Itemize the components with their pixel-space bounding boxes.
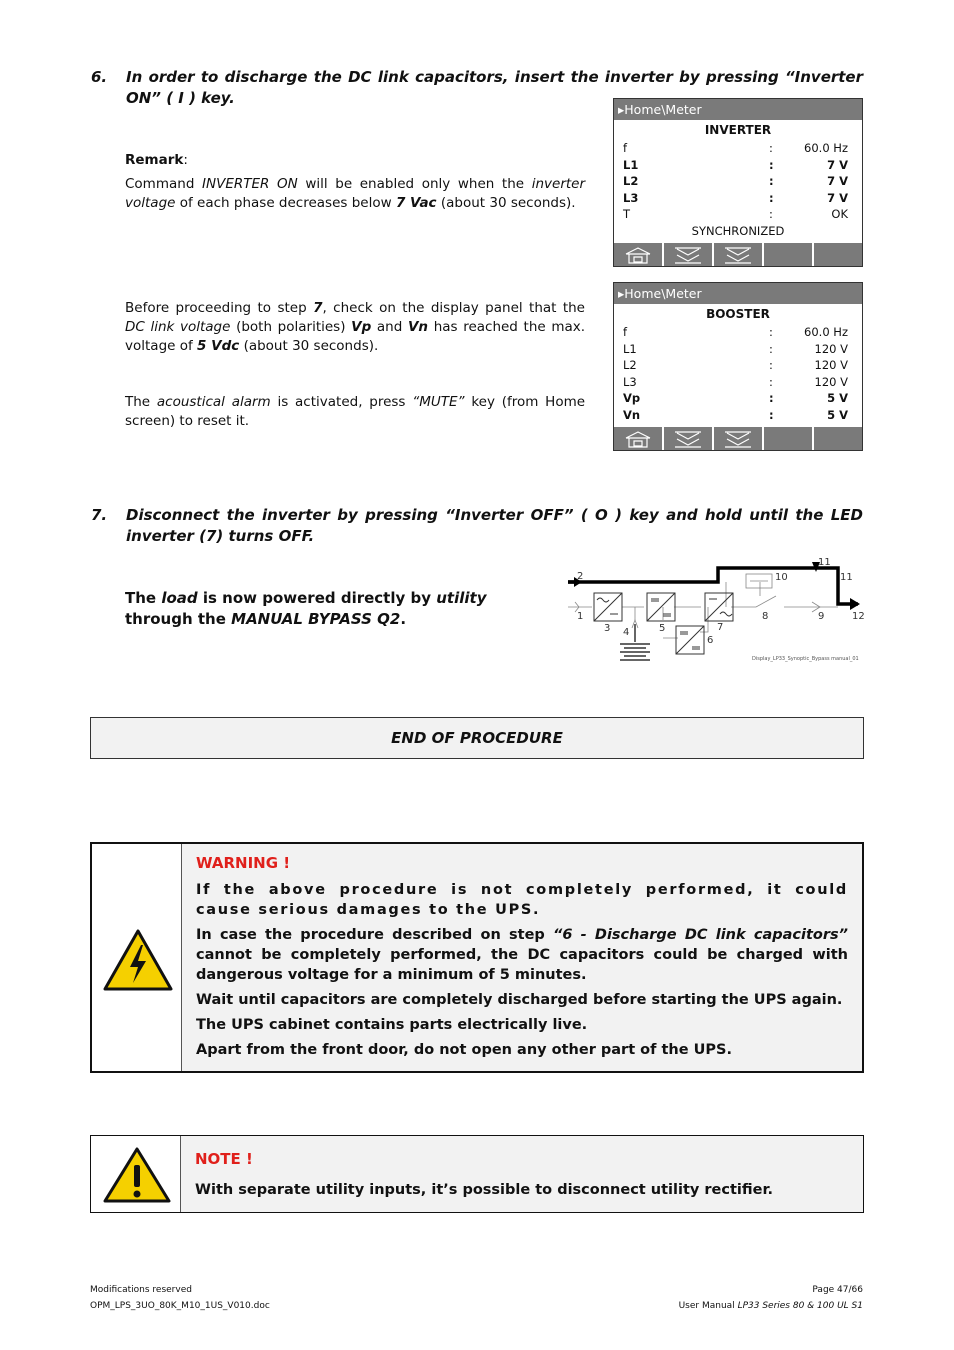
diagram-label: 12 [852,611,865,622]
meter-label: f [623,141,628,155]
charger-block [676,626,704,654]
meter-label: Vp [623,391,641,405]
step-7 [91,505,863,549]
warning-line-1: If the above procedure is not completely performed, it could cause serious damages to the UPS. [196,882,848,918]
warning-line-2: In case the procedure described on step “6 - Discharge DC link capacitors” cannot be completely performed, the DC capacitors could be charged with dangerous voltage for a minimum of 5 minutes. [196,927,848,983]
meter-row [614,341,862,358]
panel-title: BOOSTER [706,307,770,321]
footer-modifications: Modifications reserved [90,1285,192,1295]
meter-label: Vn [623,407,641,422]
load-paragraph: The load is now powered directly by utility through the MANUAL BYPASS Q2. [125,589,487,628]
double-chevron-down-icon [673,430,703,448]
meter-colon: : [769,325,773,339]
alarm-paragraph: The acoustical alarm is activated, press “MUTE” key (from Home screen) to reset it. [125,394,586,429]
meter-value: 5 V [827,391,848,405]
meter-value: 60.0 Hz [804,325,848,339]
warning-line-3: Wait until capacitors are completely discharged before starting the UPS again. [196,992,843,1008]
panel-breadcrumb: ▸Home\Meter [614,283,862,304]
panel-breadcrumb: ▸Home\Meter [614,99,862,120]
diagram-label: 9 [818,611,825,622]
home-icon [623,430,653,448]
double-chevron-down-icon [673,246,703,264]
high-voltage-warning-icon [102,927,174,993]
warning-line-5: Apart from the front door, do not open any other part of the UPS. [196,1042,732,1058]
diagram-label: 1 [577,611,584,622]
warning-line-4: The UPS cabinet contains parts electrically live. [196,1017,588,1033]
meter-label: f [623,325,628,339]
step-6-number: 6. [91,68,108,86]
panel-status: SYNCHRONIZED [691,223,785,238]
meter-label: L2 [623,358,637,372]
warning-icon-cell [92,844,182,1071]
rectifier-block [594,593,622,621]
blank-key-1[interactable] [764,427,814,450]
double-chevron-down-icon [723,246,753,264]
meter-colon: : [769,174,774,188]
note-icon-cell [91,1136,181,1212]
meter-value: 7 V [827,190,848,205]
meter-colon: : [769,341,773,356]
meter-row [614,357,862,374]
meter-value: 7 V [827,157,848,172]
page-number: Page 47/66 [812,1285,863,1295]
display-panel-booster [613,282,863,451]
warning-box [90,842,864,1073]
meter-colon: : [769,207,773,221]
blank-key-2[interactable] [814,427,862,450]
meter-colon: : [769,141,773,155]
diagram-label: 7 [717,622,724,633]
meter-row [614,190,862,207]
note-text: With separate utility inputs, it’s possible to disconnect utility rectifier. [195,1182,774,1198]
home-key[interactable] [614,243,664,266]
page-down-key[interactable] [714,427,764,450]
meter-label: L3 [623,374,637,389]
inverter-block [705,593,733,621]
step-7-text: Disconnect the inverter by pressing “Inverter OFF” ( O ) key and hold until the LED inverter (7) turns OFF. [126,506,863,545]
footer-manual: User Manual LP33 Series 80 & 100 UL S1 [678,1301,863,1311]
meter-row [614,173,862,190]
meter-colon: : [769,157,774,172]
booster-block [647,593,675,621]
meter-value: OK [831,207,848,221]
page-down-key[interactable] [714,243,764,266]
remark-title: Remark: [125,152,188,168]
panel-softkeys [614,243,862,266]
meter-label: L1 [623,157,639,172]
diagram-label: 10 [775,572,788,583]
meter-label: L3 [623,190,639,205]
diagram-label: 4 [623,627,630,638]
home-icon [623,246,653,264]
step-6-text: In order to discharge the DC link capacitors, insert the inverter by pressing “Inverter ON” ( I ) key. [126,68,863,107]
display-panel-inverter [613,98,863,267]
blank-key-1[interactable] [764,243,814,266]
meter-row [614,140,862,157]
meter-row [614,407,862,424]
meter-value: 7 V [827,174,848,188]
diagram-label: 3 [604,623,611,634]
meter-colon: : [769,407,774,422]
meter-label: L2 [623,174,639,188]
meter-row [614,390,862,407]
diagram-label: 2 [577,571,584,582]
meter-row [614,157,862,174]
home-key[interactable] [614,427,664,450]
diagram-label: 8 [762,611,769,622]
end-of-procedure-box [90,717,864,759]
diagram-caption: Display_LP33_Synoptic_Bypass manual_01 [752,656,859,662]
footer-docname: OPM_LPS_3UO_80K_M10_1US_V010.doc [90,1301,270,1311]
meter-value: 120 V [814,374,848,389]
meter-colon: : [769,190,774,205]
step-7-number: 7. [91,506,108,524]
caution-icon [102,1145,172,1205]
note-box [90,1135,864,1213]
meter-value: 5 V [827,407,848,422]
blank-key-2[interactable] [814,243,862,266]
panel-title: INVERTER [704,123,772,137]
ups-synoptic-diagram [548,552,868,667]
diagram-label: 11 [818,557,831,568]
diagram-label: 6 [707,635,714,646]
meter-value: 60.0 Hz [804,141,848,155]
meter-value: 120 V [814,341,848,356]
meter-colon: : [769,358,773,372]
warning-title: WARNING ! [196,854,291,872]
meter-row [614,374,862,391]
footer-left [90,1282,270,1314]
meter-row [614,206,862,223]
note-title: NOTE ! [195,1150,253,1168]
meter-row [614,324,862,341]
meter-value: 120 V [814,358,848,372]
diagram-label: 5 [659,623,666,634]
remark-block [125,151,585,213]
meter-label: T [623,207,631,221]
check-paragraph: Before proceeding to step 7, check on the display panel that the DC link voltage (both polarities) Vp and Vn has reached the max. voltage of 5 Vdc (about 30 seconds). [125,300,586,354]
step-6 [91,67,863,107]
load-arrow-icon [850,598,860,610]
footer-right [679,1282,863,1314]
diagram-label: 11 [840,572,853,583]
meter-colon: : [769,391,774,405]
meter-colon: : [769,374,773,389]
end-of-procedure-text: END OF PROCEDURE [391,729,563,747]
meter-label: L1 [623,341,637,356]
panel-softkeys [614,427,862,450]
remark-text: Command INVERTER ON will be enabled only when the inverter voltage of each phase decreases below 7 Vac (about 30 seconds). [125,176,586,211]
double-chevron-down-icon [723,430,753,448]
scroll-down-key[interactable] [664,243,714,266]
scroll-down-key[interactable] [664,427,714,450]
